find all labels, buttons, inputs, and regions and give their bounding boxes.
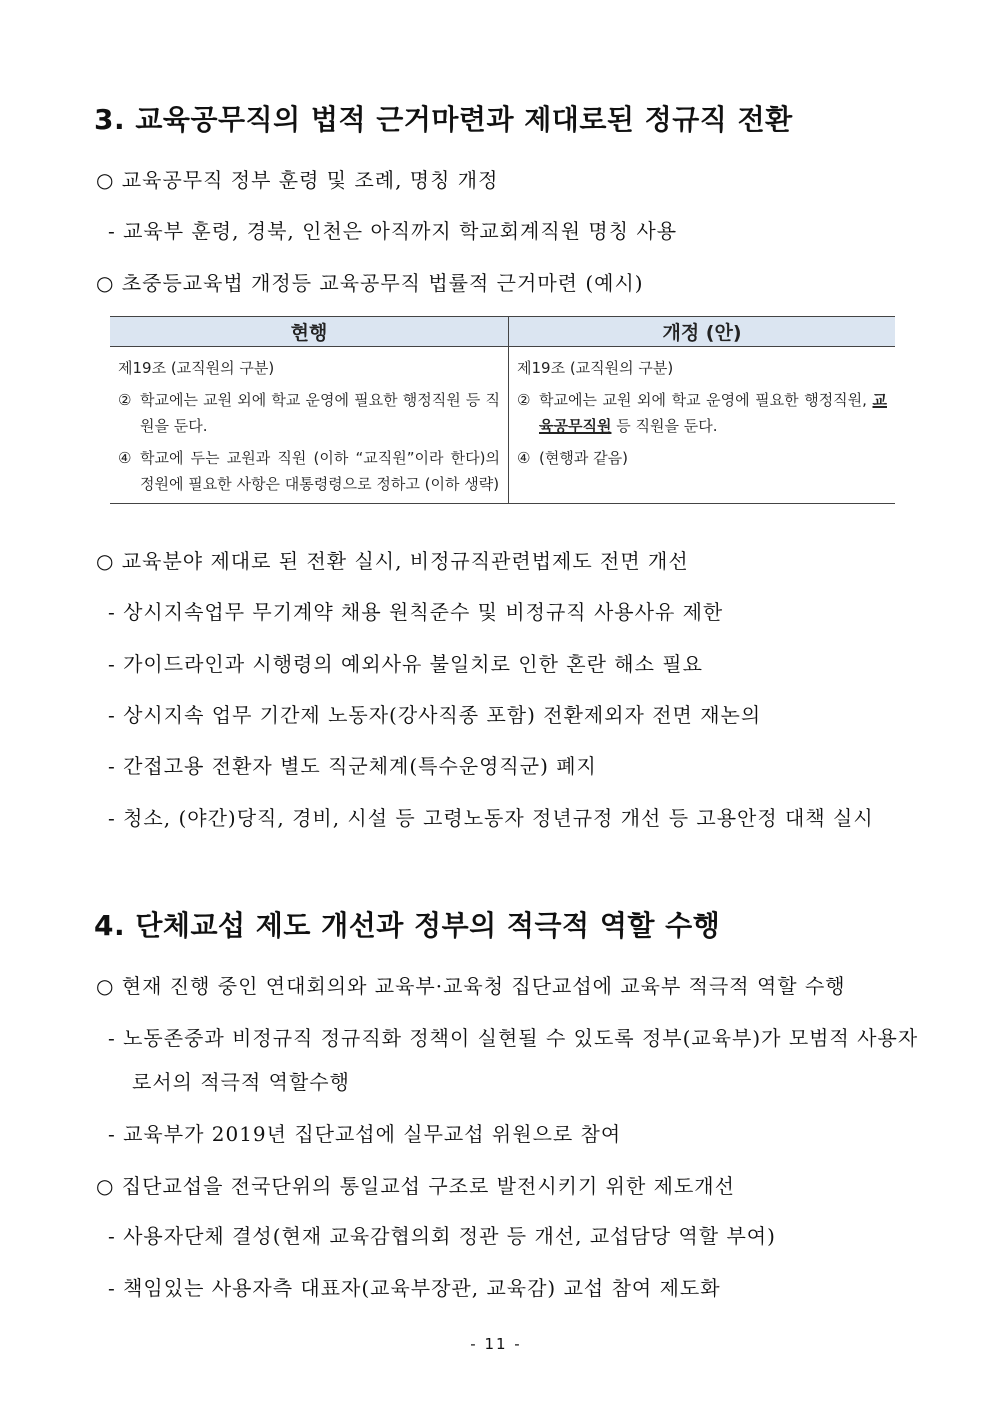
column-header-current: 현행: [110, 317, 509, 347]
bullet-item: ○ 집단교섭을 전국단위의 통일교섭 구조로 발전시키기 위한 제도개선: [96, 1174, 735, 1198]
article-title: 제19조 (교직원의 구분): [118, 359, 275, 377]
clause-number: ④: [517, 449, 531, 467]
clause-item: [118, 387, 500, 439]
clause-number: ②: [517, 391, 531, 409]
bullet-item: ○ 초중등교육법 개정등 교육공무직 법률적 근거마련 (예시): [96, 271, 644, 295]
dash-item: - 가이드라인과 시행령의 예외사유 불일치로 인한 혼란 해소 필요: [108, 652, 703, 676]
clause-number: ④: [118, 449, 132, 467]
dash-item: - 사용자단체 결성(현재 교육감협의회 정관 등 개선, 교섭담당 역할 부여): [108, 1224, 776, 1248]
revised-law-cell: [509, 347, 896, 504]
clause-text: 학교에는 교원 외에 학교 운영에 필요한 행정직원 등 직원을 둔다.: [140, 391, 500, 435]
article-title: 제19조 (교직원의 구분): [517, 359, 674, 377]
highlighted-term: 교육공무직원: [539, 391, 887, 435]
section-4-heading: 4. 단체교섭 제도 개선과 정부의 적극적 역할 수행: [94, 909, 721, 942]
dash-item: - 노동존중과 비정규직 정규직화 정책이 실현될 수 있도록 정부(교육부)가 모범적 사용자: [108, 1026, 919, 1050]
page-number: - 11 -: [470, 1335, 522, 1353]
dash-item: - 상시지속 업무 기간제 노동자(강사직종 포함) 전환제외자 전면 재논의: [108, 703, 762, 727]
bullet-item: ○ 교육분야 제대로 된 전환 실시, 비정규직관련법제도 전면 개선: [96, 549, 689, 573]
table-header-row: [110, 317, 895, 347]
clause-item: [118, 445, 500, 497]
clause-text: [539, 387, 887, 439]
dash-item: - 상시지속업무 무기계약 채용 원칙준수 및 비정규직 사용사유 제한: [108, 600, 724, 624]
clause-text: 학교에 두는 교원과 직원 (이하 “교직원”이라 한다)의 정원에 필요한 사항은 대통령령으로 정하고 (이하 생략): [140, 449, 500, 493]
bullet-item: ○ 교육공무직 정부 훈령 및 조례, 명칭 개정: [96, 168, 499, 192]
law-comparison-table: [110, 316, 895, 504]
dash-item: - 간접고용 전환자 별도 직군체계(특수운영직군) 폐지: [108, 754, 597, 778]
dash-item: - 교육부 훈령, 경북, 인천은 아직까지 학교회계직원 명칭 사용: [108, 219, 678, 243]
dash-item: - 교육부가 2019년 집단교섭에 실무교섭 위원으로 참여: [108, 1122, 622, 1146]
dash-item-continuation: 로서의 적극적 역할수행: [132, 1070, 350, 1094]
clause-number: ②: [118, 391, 132, 409]
dash-item: - 책임있는 사용자측 대표자(교육부장관, 교육감) 교섭 참여 제도화: [108, 1276, 721, 1300]
table-row: [110, 347, 895, 504]
current-law-cell: [110, 347, 509, 504]
dash-item: - 청소, (야간)당직, 경비, 시설 등 고령노동자 정년규정 개선 등 고용안정 대책 실시: [108, 806, 874, 830]
clause-text-part: 학교에는 교원 외에 학교 운영에 필요한 행정직원,: [539, 391, 873, 409]
clause-item: [517, 445, 887, 471]
bullet-item: ○ 현재 진행 중인 연대회의와 교육부·교육청 집단교섭에 교육부 적극적 역할 수행: [96, 974, 846, 998]
column-header-revised: 개정 (안): [509, 317, 896, 347]
clause-text-part: 등 직원을 둔다.: [611, 417, 718, 435]
section-3-heading: 3. 교육공무직의 법적 근거마련과 제대로된 정규직 전환: [94, 103, 793, 136]
clause-item: [517, 387, 887, 439]
clause-text: (현행과 같음): [539, 449, 628, 467]
